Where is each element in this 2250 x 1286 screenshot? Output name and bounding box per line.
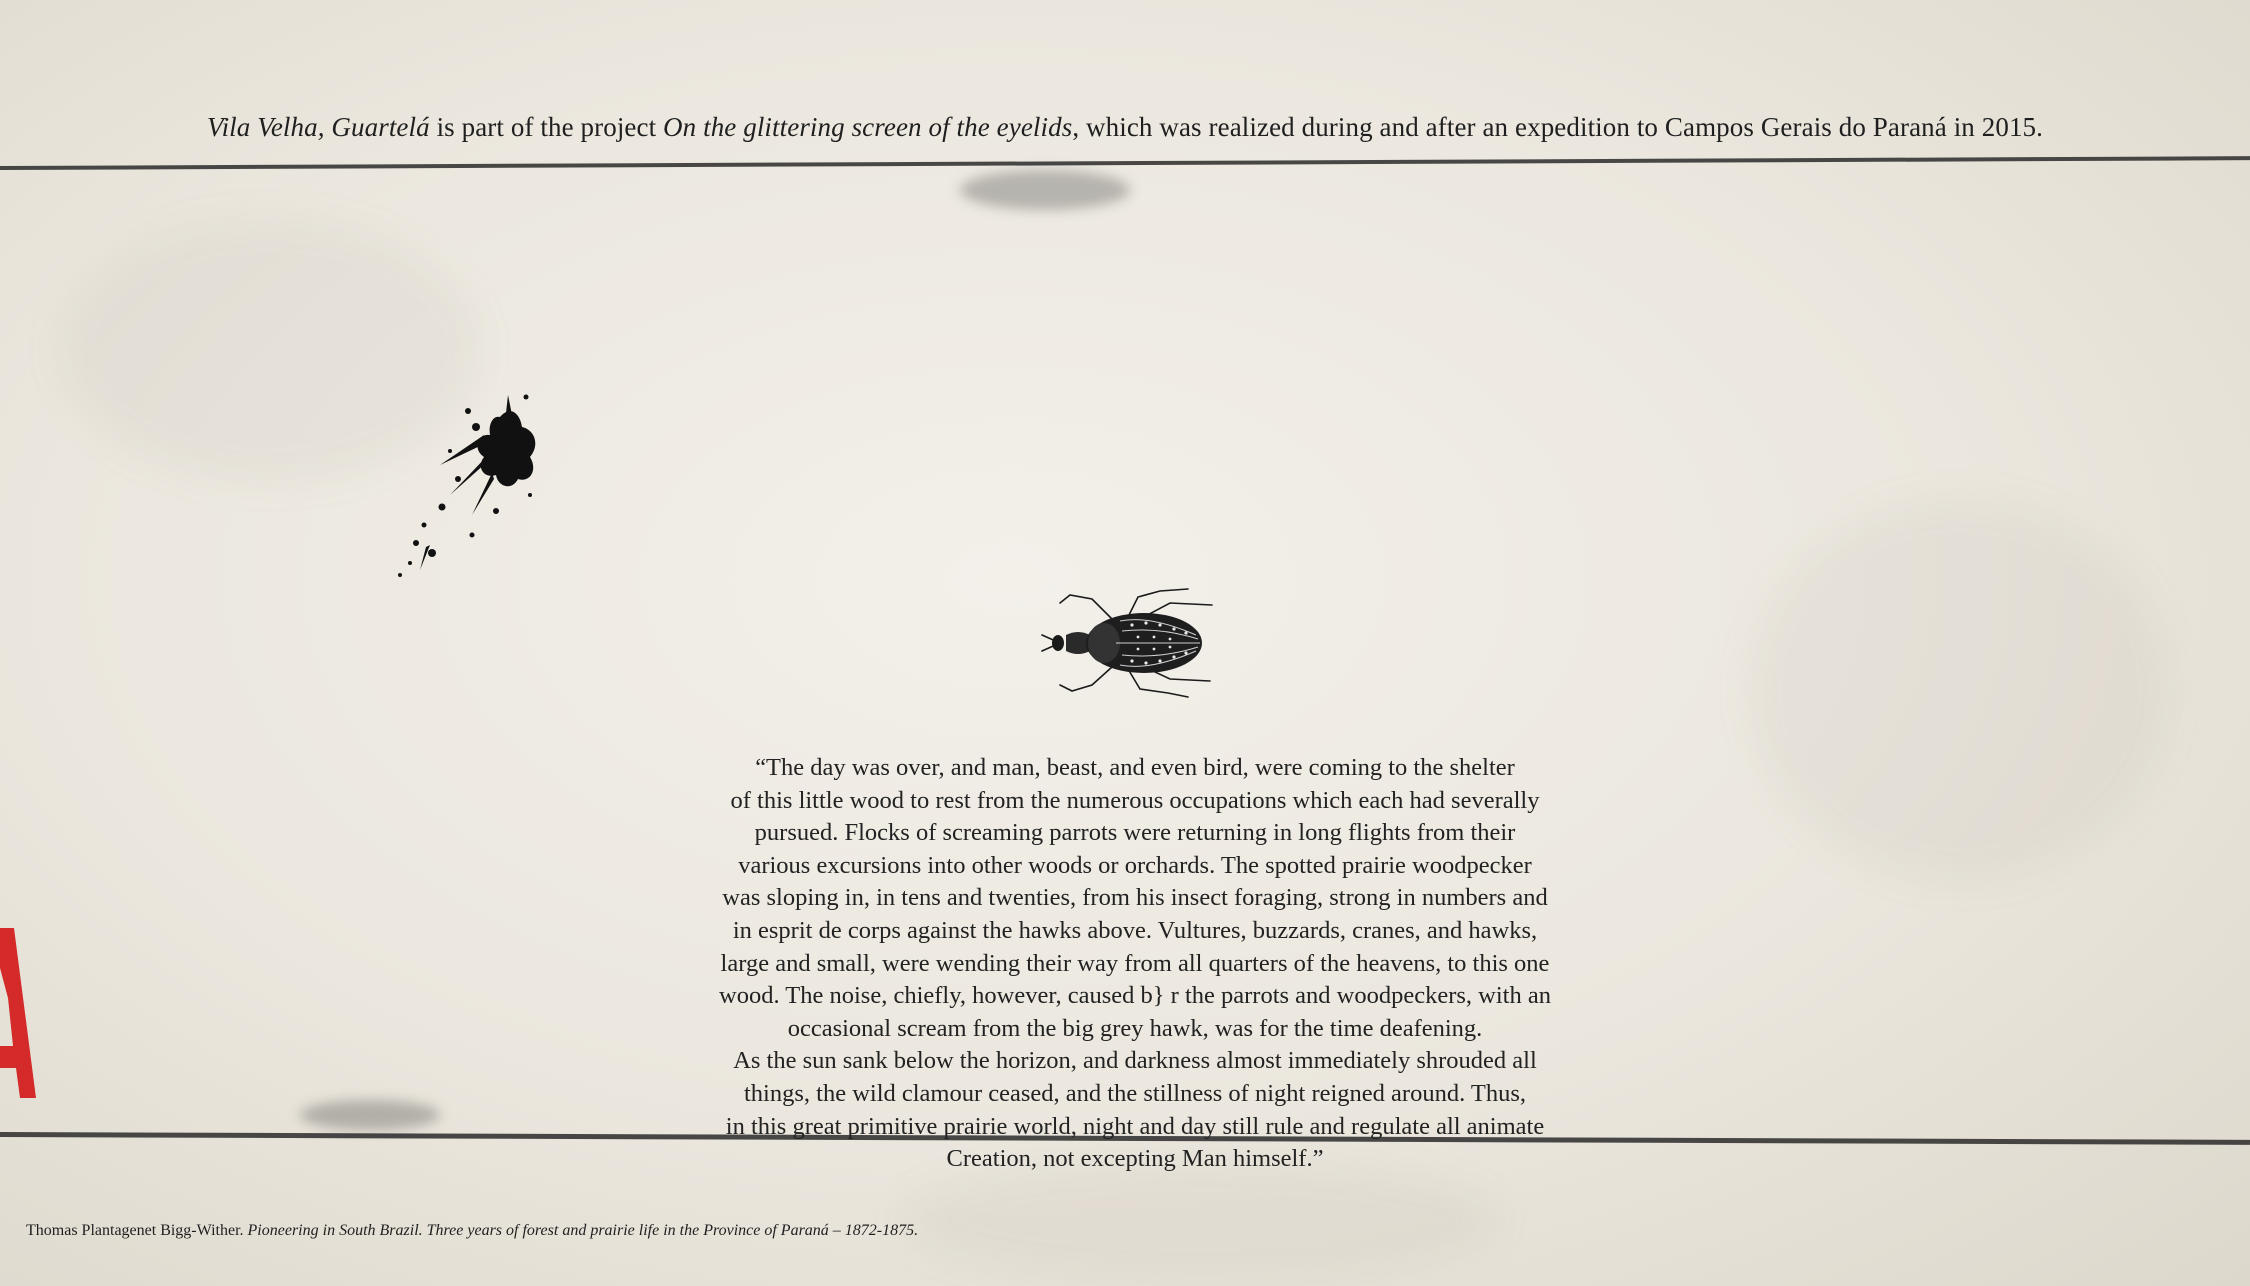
citation-author: Thomas Plantagenet Bigg-Wither. <box>26 1222 248 1239</box>
quote-line: “The day was over, and man, beast, and even bird, were coming to the shelter <box>755 754 1515 781</box>
quote-line: As the sun sank below the horizon, and darkness almost immediately shrouded all <box>733 1047 1537 1075</box>
project-header <box>0 112 2250 143</box>
quote-line: Creation, not excepting Man himself.” <box>946 1145 1324 1173</box>
citation <box>26 1222 918 1240</box>
header-text-a: is part of the project <box>429 112 664 142</box>
quote-line: of this little wood to rest from the numerous occupations which each had severally <box>730 786 1540 814</box>
quote-line: in this great primitive prairie world, night and day still rule and regulate all animate <box>725 1112 1545 1140</box>
quote-line: various excursions into other woods or orchards. The spotted prairie woodpecker <box>738 851 1532 879</box>
quote-line: pursued. Flocks of screaming parrots were returning in long flights from their <box>754 819 1516 847</box>
quote-line: was sloping in, in tens and twenties, from his insect foraging, strong in numbers and <box>722 884 1548 912</box>
paper-stain <box>900 1160 1500 1280</box>
quote-block <box>620 752 1650 1176</box>
quote-line: large and small, were wending their way from all quarters of the heavens, to this one <box>720 949 1550 977</box>
rule-smudge <box>960 170 1130 210</box>
quote-line: things, the wild clamour ceased, and the stillness of night reigned around. Thus, <box>743 1079 1527 1107</box>
title-italic: Vila Velha, Guartelá <box>206 112 430 142</box>
paper-stain <box>1750 500 2170 880</box>
quote-line: in esprit de corps against the hawks above. Vultures, buzzards, cranes, and hawks, <box>732 916 1538 944</box>
rule-smudge <box>300 1100 440 1130</box>
red-letter-fragment <box>0 928 36 1098</box>
quote-line: occasional scream from the big grey hawk, was for the time deafening. <box>787 1014 1483 1042</box>
ink-splatter-icon <box>380 375 560 585</box>
header-text-b: , which was realized during and after an expedition to Campos Gerais do Paraná in 2015. <box>1072 112 2044 142</box>
citation-work: Pioneering in South Brazil. Three years of forest and prairie life in the Province of Paraná – 1872-1875. <box>247 1222 919 1239</box>
beetle-icon <box>1020 585 1230 700</box>
quote-line: wood. The noise, chiefly, however, caused b} r the parrots and woodpeckers, with an <box>719 982 1551 1010</box>
project-italic: On the glittering screen of the eyelids <box>663 112 1073 142</box>
